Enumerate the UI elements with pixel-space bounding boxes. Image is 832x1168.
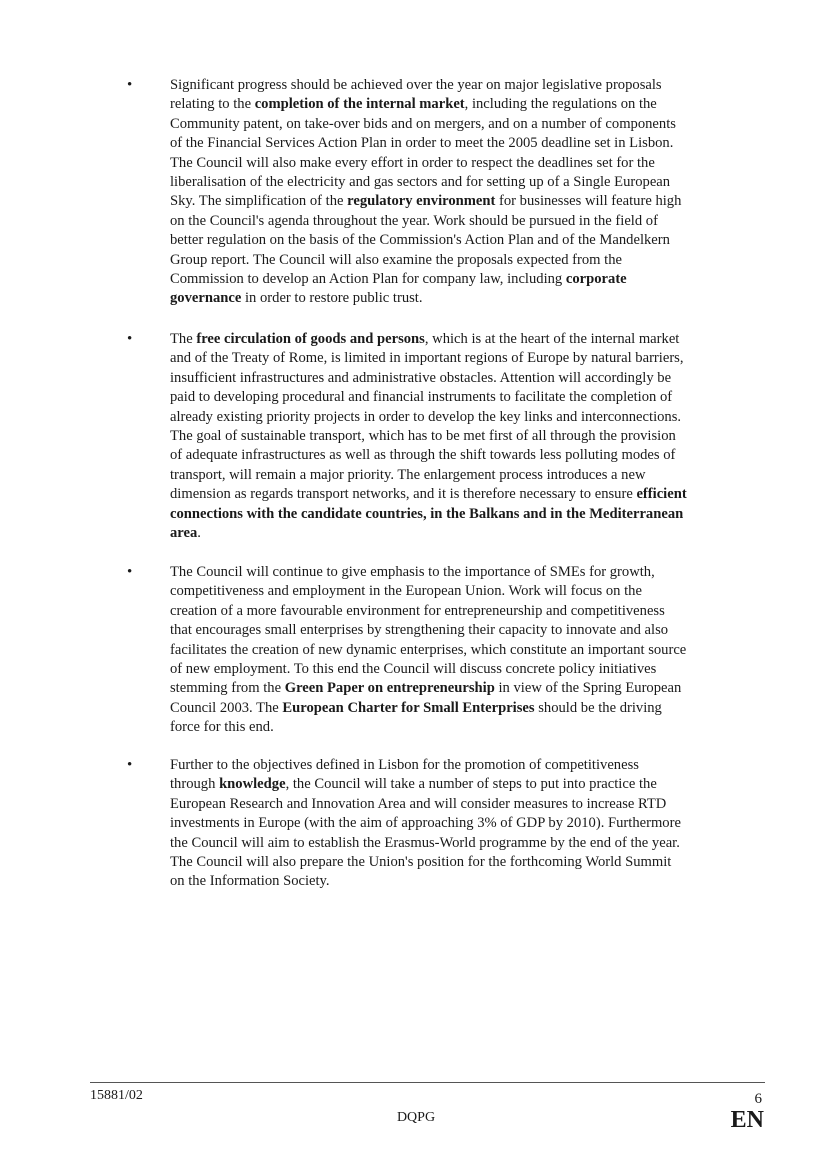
bullet-paragraph: [170, 756, 681, 892]
text-segment: on the Council's agenda throughout the year. Work should be pursued in the field of: [170, 212, 658, 229]
footer-divider: [90, 1082, 765, 1083]
text-segment: of adequate infrastructures as well as through the shift towards less polluting modes of: [170, 447, 676, 464]
text-segment: Council 2003. The: [170, 699, 283, 716]
text-line: [170, 641, 686, 660]
text-line: [170, 814, 681, 833]
text-line: [170, 427, 687, 446]
text-segment: in order to restore public trust.: [241, 290, 423, 307]
text-line: [170, 621, 686, 640]
text-line: [170, 192, 681, 211]
text-segment: and of the Treaty of Rome, is limited in important regions of Europe by natural barriers,: [170, 350, 684, 367]
bullet-dot-icon: •: [127, 564, 133, 580]
text-segment: The Council will also prepare the Union's position for the forthcoming World Summit: [170, 853, 672, 870]
text-segment: Group report. The Council will also examine the proposals expected from the: [170, 251, 623, 268]
text-segment: already existing priority projects in order to develop the key links and interconnections.: [170, 408, 682, 425]
text-segment: through: [170, 776, 220, 793]
text-segment: dimension as regards transport networks, and it is therefore necessary to ensure: [170, 486, 637, 503]
text-line: [170, 563, 686, 582]
text-line: [170, 699, 686, 718]
text-line: [170, 134, 681, 153]
text-line: [170, 95, 681, 114]
text-line: [170, 660, 686, 679]
text-line: [170, 270, 681, 289]
bold-phrase: free circulation of goods and persons: [196, 331, 425, 347]
text-segment: liberalisation of the electricity and gas sectors and for setting up of a Single European: [170, 173, 671, 190]
text-segment: should be the driving: [534, 699, 662, 716]
text-line: [170, 602, 686, 621]
text-segment: European Research and Innovation Area and will consider measures to increase RTD: [170, 795, 667, 812]
text-line: [170, 524, 687, 543]
text-line: [170, 775, 681, 794]
text-line: [170, 231, 681, 250]
text-segment: that encourages small enterprises by strengthening their capacity to innovate and also: [170, 622, 669, 639]
text-segment: transport, will remain a major priority. The enlargement process introduces a new: [170, 466, 646, 483]
text-line: [170, 505, 687, 524]
text-segment: Further to the objectives defined in Lisbon for the promotion of competitiveness: [170, 757, 639, 773]
bullet-paragraph: [170, 563, 686, 738]
text-segment: relating to the: [170, 96, 255, 113]
text-segment: for businesses will feature high: [495, 193, 682, 210]
text-segment: Significant progress should be achieved over the year on major legislative proposals: [170, 77, 662, 93]
text-segment: of the Financial Services Action Plan in order to meet the 2005 deadline set in Lisbon.: [170, 135, 674, 152]
text-line: [170, 349, 687, 368]
text-segment: The Council will continue to give emphasis to the importance of SMEs for growth,: [170, 564, 655, 580]
department-code: DQPG: [396, 1110, 436, 1125]
text-segment: investments in Europe (with the aim of approaching 3% of GDP by 2010). Furthermore: [170, 815, 681, 832]
text-line: [170, 330, 687, 349]
text-segment: stemming from the: [170, 680, 285, 697]
text-line: [170, 795, 681, 814]
text-line: [170, 369, 687, 388]
text-line: [170, 115, 681, 134]
text-segment: Sky. The simplification of the: [170, 193, 348, 210]
text-line: [170, 154, 681, 173]
bullet-dot-icon: •: [127, 757, 133, 773]
text-segment: insufficient infrastructures and administrative obstacles. Attention will accordingly be: [170, 369, 672, 386]
bold-phrase: corporate: [565, 270, 627, 287]
text-segment: on the Information Society.: [170, 873, 330, 890]
language-code: EN: [730, 1107, 764, 1133]
text-line: [170, 485, 687, 504]
bullet-dot-icon: •: [127, 77, 133, 93]
text-line: [170, 212, 681, 231]
bullet-paragraph: [170, 330, 687, 543]
document-reference: 15881/02: [90, 1088, 143, 1103]
text-segment: The goal of sustainable transport, which has to be met first of all through the provision: [170, 427, 676, 444]
bullet-dot-icon: •: [127, 331, 133, 347]
text-segment: Community patent, on take-over bids and on mergers, and on a number of components: [170, 115, 676, 132]
text-line: [170, 251, 681, 270]
text-segment: in view of the Spring European: [494, 680, 682, 697]
text-segment: better regulation on the basis of the Commission's Action Plan and of the Mandelkern: [170, 232, 670, 249]
text-segment: paid to developing procedural and financial instruments to facilitate the completion of: [170, 389, 673, 406]
bullet-paragraph: [170, 76, 681, 309]
text-segment: force for this end.: [170, 719, 274, 736]
text-line: [170, 582, 686, 601]
text-line: [170, 173, 681, 192]
text-line: [170, 466, 687, 485]
text-line: [170, 388, 687, 407]
bold-phrase: connections with the candidate countries, in the Balkans and in the Mediterranean: [170, 505, 684, 522]
text-segment: The: [170, 331, 197, 347]
bold-phrase: knowledge: [219, 776, 286, 793]
bold-phrase: area: [170, 524, 198, 541]
text-line: [170, 289, 681, 308]
text-segment: of new employment. To this end the Council will discuss concrete policy initiatives: [170, 660, 657, 677]
bold-phrase: completion of the internal market: [254, 96, 465, 113]
text-line: [170, 718, 686, 737]
text-segment: , including the regulations on the: [464, 96, 657, 113]
text-segment: the Council will aim to establish the Erasmus-World programme by the end of the year.: [170, 834, 680, 851]
text-line: [170, 872, 681, 891]
text-segment: facilitates the creation of new dynamic enterprises, which constitute an important source: [170, 641, 687, 658]
text-segment: , which is at the heart of the internal market: [424, 331, 680, 347]
text-line: [170, 446, 687, 465]
text-line: [170, 76, 681, 95]
text-line: [170, 853, 681, 872]
bold-phrase: Green Paper on entrepreneurship: [284, 680, 495, 697]
text-segment: Commission to develop an Action Plan for company law, including: [170, 270, 566, 287]
text-line: [170, 679, 686, 698]
bold-phrase: European Charter for Small Enterprises: [282, 699, 535, 716]
bold-phrase: efficient: [636, 486, 687, 503]
text-segment: .: [197, 524, 201, 541]
text-segment: The Council will also make every effort in order to respect the deadlines set for the: [170, 154, 655, 171]
page-number: 6: [754, 1091, 762, 1107]
text-segment: , the Council will take a number of steps to put into practice the: [285, 776, 657, 793]
bold-phrase: regulatory environment: [347, 193, 496, 210]
text-segment: creation of a more favourable environment for entrepreneurship and competitiveness: [170, 602, 665, 619]
text-line: [170, 756, 681, 775]
text-segment: competitiveness and employment in the European Union. Work will focus on the: [170, 583, 642, 600]
text-line: [170, 408, 687, 427]
text-line: [170, 834, 681, 853]
bold-phrase: governance: [170, 290, 242, 307]
